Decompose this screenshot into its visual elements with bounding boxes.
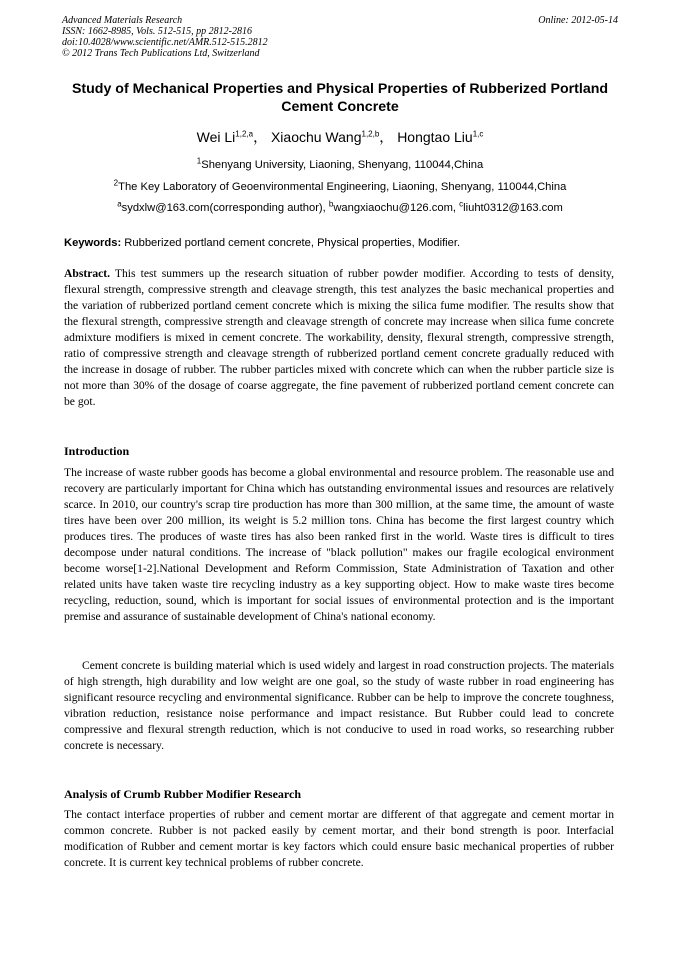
- section-heading-analysis: Analysis of Crumb Rubber Modifier Research: [64, 787, 301, 801]
- paper-title: Study of Mechanical Properties and Physical Properties of Rubberized Portland Cement Concrete: [71, 81, 609, 115]
- journal-header: [62, 15, 618, 59]
- author-list: [62, 128, 618, 146]
- analysis-paragraph-1: The contact interface properties of rubber and cement mortar are different of that aggregate and cement mortar in common concrete. Rubber is not packed easily by cement mortar, and their bond strength is poor. Interfacial modification of Rubber and cement mortar is key factors which could ensure basic mechanical properties of rubber concrete. It is current key technical problems of rubber concrete.: [64, 808, 614, 869]
- affiliation-2: [62, 180, 618, 194]
- author-name: Hongtao Liu: [397, 129, 473, 145]
- doi-line: doi:10.4028/www.scientific.net/AMR.512-515.2812: [62, 37, 268, 48]
- affiliation-mark: 2: [113, 178, 119, 188]
- affiliation-text: The Key Laboratory of Geoenvironmental Engineering, Liaoning, Shenyang, 110044,China: [118, 181, 567, 193]
- online-date: Online: 2012-05-14: [538, 15, 618, 26]
- copyright-line: © 2012 Trans Tech Publications Ltd, Switzerland: [62, 48, 260, 59]
- author-affiliation-mark: 1,c: [472, 129, 484, 139]
- email-address: wangxiaochu@126.com,: [333, 202, 460, 214]
- keywords-label: Keywords:: [64, 237, 122, 249]
- keywords-text: Rubberized portland cement concrete, Physical properties, Modifier.: [121, 237, 461, 249]
- abstract: [64, 266, 614, 410]
- email-list: [62, 201, 618, 215]
- email-address: liuht0312@163.com: [463, 202, 563, 214]
- author-separator: ，: [253, 129, 268, 145]
- introduction-paragraph-2: Cement concrete is building material which is used widely and largest in road construction projects. The materials of high strength, high durability and low weight are one goal, so the study of waste rubber in road engineering has significant resource recycling and environmental significance. Rubber can be help to improve the concrete toughness, vibration reduction, resistance noise performance and impact resistance. But Rubber could lead to concrete compressive and flexural strength reduction, which is not conducive to used in road works, so researching rubber concrete is necessary.: [64, 659, 614, 752]
- abstract-text: This test summers up the research situation of rubber powder modifier. According to tests of density, flexural strength, compressive strength and cleavage strength, this test analyzes the basic mechanical properties and the variation of rubberized portland cement concrete which is mixing the silica fume modifier. The results show that the flexural strength, compressive strength and cleavage strength of concrete may increase when silica fume concrete admixture modifiers is mixed in cement concrete. The workability, density, flexural strength, compressive strength, ratio of compressive strength and cleavage strength of rubberized portland cement concrete gradually reduced with the increase in dosage of rubber. The rubber particles mixed with concrete which can when the rubber particle size is not more than 30% of the dosage of coarse aggregate, the fine pavement of rubberized portland cement concrete can be got.: [64, 267, 614, 408]
- journal-name: Advanced Materials Research: [62, 15, 183, 26]
- email-address: sydxlw@163.com(corresponding author),: [121, 202, 329, 214]
- keywords: [64, 236, 620, 250]
- author-name: Wei Li: [196, 129, 236, 145]
- email-mark: b: [328, 199, 334, 209]
- author-name: Xiaochu Wang: [270, 129, 362, 145]
- section-heading-introduction: Introduction: [64, 444, 130, 458]
- author-separator: ，: [379, 129, 394, 145]
- affiliation-1: [62, 158, 618, 172]
- abstract-label: Abstract.: [64, 267, 111, 280]
- issn-line: ISSN: 1662-8985, Vols. 512-515, pp 2812-2816: [62, 26, 252, 37]
- affiliation-text: Shenyang University, Liaoning, Shenyang, 110044,China: [201, 159, 484, 171]
- affiliation-mark: 1: [196, 156, 202, 166]
- author-affiliation-mark: 1,2,b: [361, 129, 380, 139]
- email-mark: c: [459, 199, 464, 209]
- introduction-paragraph-1: The increase of waste rubber goods has become a global environmental and resource problem. The reasonable use and recovery are particularly important for China which has outstanding environmental issues and resources are relatively scarce. In 2010, our country's scrap tire production has more than 300 million, at the same time, the amount of waste tires have been over 200 million, its weight is 5.2 million tons. China has become the first largest country which produces tires. The produces of waste tires has also been ranked first in the world. Waste tires is difficult to tires decompose under natural conditions. The increase of "black pollution" makes our fragile ecological environment become worse[1-2].National Development and Reform Commission, State Administration of Taxation and other related units have taken waste tire recycling industry as a key supporting object. How to make waste tires become recycling, reduction, sound, which is important for social issues of environmental protection and is the important premise and assurance of sustainable development of China's national economy.: [64, 466, 614, 623]
- email-mark: a: [117, 199, 122, 209]
- author-affiliation-mark: 1,2,a: [235, 129, 254, 139]
